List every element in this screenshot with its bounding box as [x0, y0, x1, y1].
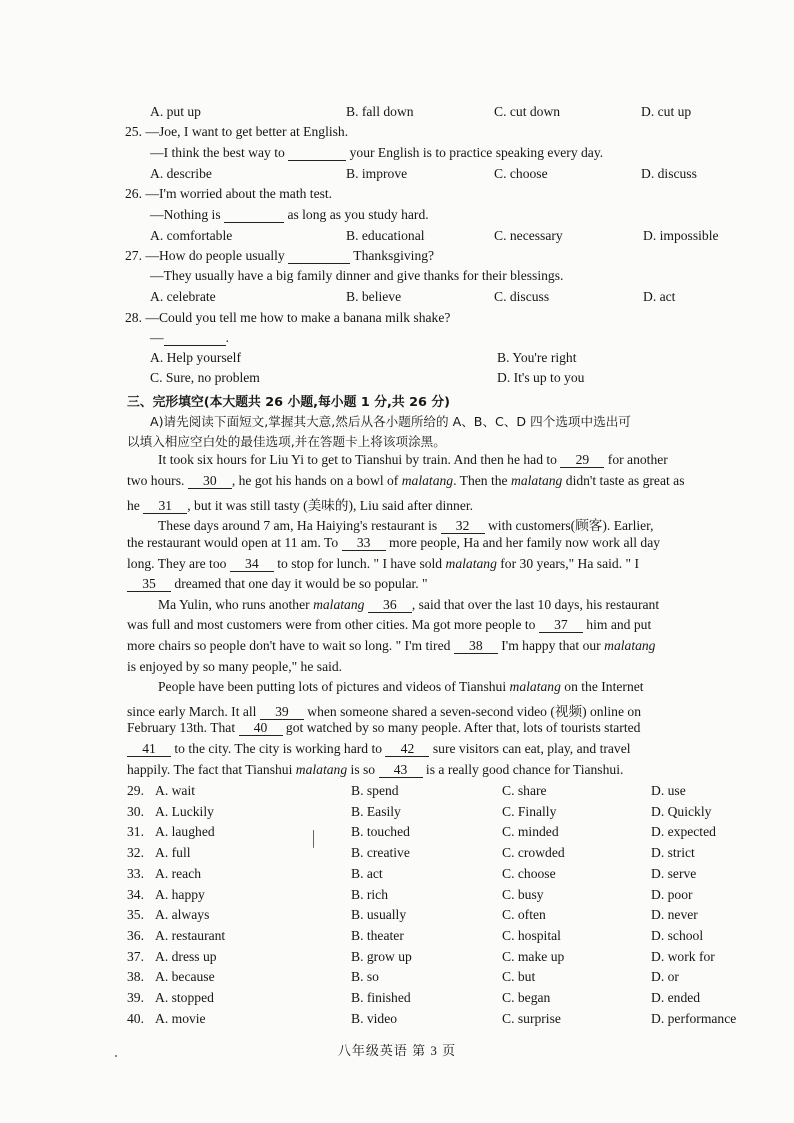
passage-text: didn't taste as great as [565, 473, 685, 488]
option-a: A. always [155, 907, 210, 923]
passage-text: for another [607, 452, 668, 467]
option-d: D. It's up to you [497, 370, 585, 385]
q28-options-row1 [0, 350, 794, 370]
q28-reply-end: . [225, 330, 229, 345]
passage-text: the restaurant would open at 11 am. To [127, 535, 339, 550]
answer-row [0, 845, 794, 865]
malatang-italic: malatang [511, 473, 563, 488]
q28-options-row2 [0, 370, 794, 390]
option-b: B. video [351, 1010, 398, 1026]
passage-text: to stop for lunch. " I have sold [277, 556, 443, 571]
option-a: A. celebrate [150, 289, 216, 304]
option-b: B. improve [346, 166, 408, 181]
passage-line [158, 452, 668, 468]
question-number: 31. [127, 824, 144, 840]
blank-43: 43 [379, 762, 423, 778]
option-d: D. or [651, 969, 679, 985]
option-d: D. expected [651, 824, 716, 840]
option-b: B. touched [351, 824, 410, 840]
malatang-italic: malatang [313, 597, 365, 612]
passage-text: is enjoyed by so many people," he said. [127, 659, 343, 674]
malatang-italic: malatang [604, 638, 656, 653]
option-d: D. strict [651, 845, 695, 861]
passage-line [127, 659, 342, 675]
option-b: B. Easily [351, 803, 401, 819]
question-number: 32. [127, 845, 144, 861]
passage-text: , said that over the last 10 days, his restaurant [411, 597, 660, 612]
passage-text: I'm happy that our [501, 638, 601, 653]
passage-text: People have been putting lots of pictures and videos of Tianshui [158, 679, 507, 694]
passage-text: him and put [586, 617, 652, 632]
option-d: D. discuss [641, 166, 697, 181]
option-c: C. Sure, no problem [150, 370, 260, 385]
option-c: C. crowded [502, 845, 565, 861]
question-number: 39. [127, 990, 144, 1005]
option-b: B. finished [351, 990, 411, 1005]
option-a: A. Help yourself [150, 350, 241, 365]
option-c: C. busy [502, 886, 544, 902]
option-c: C. began [502, 990, 551, 1005]
blank-30: 30 [188, 473, 232, 489]
malatang-italic: malatang [401, 473, 454, 488]
option-b: B. creative [351, 845, 410, 861]
answer-row [0, 804, 794, 824]
q25-reply-after: your English is to practice speaking every day. [349, 145, 604, 160]
option-d: D. never [651, 907, 698, 923]
passage-text: sure visitors can eat, play, and travel [432, 741, 631, 756]
option-c: C. choose [502, 865, 556, 881]
question-number: 40. [127, 1010, 144, 1026]
passage-text: when someone shared a seven-second video (视频) online on [307, 704, 641, 719]
passage-line [158, 679, 644, 695]
scan-mark [313, 830, 314, 848]
answer-row [0, 928, 794, 948]
passage-line [127, 556, 639, 572]
blank-29: 29 [560, 452, 604, 468]
q26-stem: 26. —I'm worried about the math test. [125, 186, 333, 201]
option-a: A. full [155, 845, 191, 861]
passage-text: on the Internet [564, 679, 644, 694]
q26-options [0, 228, 794, 248]
passage-text: with customers(顾客). Earlier, [487, 518, 654, 533]
option-c: C. hospital [502, 927, 561, 943]
passage-text: . Then the [453, 473, 508, 488]
passage-line [127, 638, 655, 654]
option-d: D. impossible [643, 228, 719, 243]
passage-text: Ma Yulin, who runs another [158, 597, 310, 612]
passage-text: he [127, 498, 140, 513]
option-a: A. describe [150, 166, 212, 181]
blank-37: 37 [539, 617, 583, 633]
blank-42: 42 [385, 741, 429, 757]
option-a: A. comfortable [150, 228, 233, 243]
option-b: B. spend [351, 783, 399, 798]
option-c: C. surprise [502, 1010, 561, 1026]
passage-text: more people, Ha and her family now work all day [389, 535, 661, 550]
option-c: C. Finally [502, 803, 557, 819]
option-a: A. reach [155, 865, 202, 881]
blank-36: 36 [368, 597, 412, 613]
q28-reply-prefix: — [150, 330, 164, 345]
q26-blank [224, 207, 284, 223]
passage-line [127, 617, 651, 633]
option-b: B. believe [346, 289, 402, 304]
passage-line [127, 720, 640, 736]
passage-text: , but it was still tasty (美味的), Liu said after dinner. [187, 498, 474, 513]
option-b: B. rich [351, 886, 388, 902]
option-d: D. poor [651, 886, 693, 902]
option-d: D. work for [651, 948, 715, 964]
option-a: A. dress up [155, 948, 217, 964]
passage-text: two hours. [127, 473, 185, 488]
blank-39: 39 [260, 704, 304, 720]
question-number: 33. [127, 865, 144, 881]
option-c: C. minded [502, 824, 559, 840]
passage-text: happily. The fact that Tianshui [127, 762, 293, 777]
q25-reply-before: —I think the best way to [150, 145, 285, 160]
option-c: C. make up [502, 948, 565, 964]
q26-reply-after: as long as you study hard. [287, 207, 429, 222]
option-b: B. act [351, 865, 383, 881]
option-a: A. put up [150, 104, 201, 119]
answer-row [0, 907, 794, 927]
option-d: D. performance [651, 1010, 737, 1026]
passage-text: It took six hours for Liu Yi to get to Tianshui by train. And then he had to [158, 452, 557, 467]
passage-text: to the city. The city is working hard to [174, 741, 383, 756]
option-d: D. ended [651, 990, 701, 1005]
passage-text: These days around 7 am, Ha Haiying's restaurant is [158, 518, 438, 533]
option-b: B. fall down [346, 104, 414, 119]
q28-stem: 28. —Could you tell me how to make a banana milk shake? [125, 310, 451, 325]
option-c: C. cut down [494, 104, 561, 119]
option-d: D. cut up [641, 104, 692, 119]
blank-41: 41 [127, 741, 171, 757]
option-c: C. necessary [494, 228, 563, 243]
passage-text: got watched by so many people. After that, lots of tourists started [285, 720, 641, 735]
option-b: B. You're right [497, 350, 577, 365]
question-number: 37. [127, 948, 144, 964]
option-d: D. use [651, 783, 686, 798]
question-number: 34. [127, 886, 144, 902]
option-a: A. restaurant [155, 927, 226, 943]
passage-text: long. They are too [127, 556, 227, 571]
option-a: A. wait [155, 783, 196, 798]
option-a: A. happy [155, 886, 205, 902]
answer-row [0, 783, 794, 803]
q24-options [0, 104, 794, 124]
answer-row [0, 866, 794, 886]
q25-options [0, 166, 794, 186]
answer-row [0, 887, 794, 907]
malatang-italic: malatang [445, 556, 497, 571]
option-d: D. act [643, 289, 676, 304]
blank-31: 31 [143, 498, 187, 514]
answer-row [0, 969, 794, 989]
q25-reply [150, 145, 603, 161]
q27-stem [125, 248, 434, 264]
q26-reply [150, 207, 429, 223]
q25-stem: 25. —Joe, I want to get better at English. [125, 124, 349, 139]
option-a: A. stopped [155, 990, 214, 1005]
blank-34: 34 [230, 556, 274, 572]
blank-35: 35 [127, 576, 171, 592]
q25-blank [288, 145, 346, 161]
section-instruction-1: A)请先阅读下面短文,掌握其大意,然后从各小题所给的 A、B、C、D 四个选项中选出可 [150, 414, 631, 429]
answer-row [0, 824, 794, 844]
option-b: B. educational [346, 228, 425, 243]
passage-text: February 13th. That [127, 720, 236, 735]
q26-reply-before: —Nothing is [150, 207, 221, 222]
option-b: B. usually [351, 907, 407, 923]
option-b: B. so [351, 969, 379, 985]
passage-line [158, 597, 659, 613]
option-a: A. movie [155, 1010, 206, 1026]
question-number: 36. [127, 927, 144, 943]
passage-line [127, 700, 641, 720]
page-footer: 八年级英语 第 3 页 [337, 1043, 457, 1058]
passage-text: is so [350, 762, 376, 777]
q27-stem-before: 27. —How do people usually [125, 248, 285, 263]
answer-row [0, 949, 794, 969]
section-title: 三、完形填空(本大题共 26 小题,每小题 1 分,共 26 分) [127, 395, 451, 410]
answer-row [0, 990, 794, 1010]
option-b: B. grow up [351, 948, 412, 964]
malatang-italic: malatang [295, 762, 348, 777]
malatang-italic: malatang [509, 679, 561, 694]
option-c: C. choose [494, 166, 548, 181]
option-c: C. but [502, 969, 536, 985]
option-c: C. share [502, 783, 547, 798]
question-number: 29. [127, 783, 144, 798]
question-number: 35. [127, 907, 144, 923]
option-a: A. because [155, 969, 215, 985]
passage-line [158, 514, 654, 534]
passage-line [127, 576, 428, 592]
section-instruction-2: 以填入相应空白处的最佳选项,并在答题卡上将该项涂黑。 [127, 434, 446, 449]
q27-reply: —They usually have a big family dinner and give thanks for their blessings. [150, 268, 564, 283]
question-number: 38. [127, 969, 144, 985]
passage-text: since early March. It all [127, 704, 257, 719]
blank-38: 38 [454, 638, 498, 654]
q27-stem-after: Thanksgiving? [353, 248, 435, 263]
q27-blank [288, 248, 350, 264]
blank-32: 32 [441, 518, 485, 534]
passage-line [127, 762, 623, 778]
passage-text: is a really good chance for Tianshui. [425, 762, 624, 777]
q28-reply [150, 330, 229, 346]
option-d: D. Quickly [651, 803, 712, 819]
option-d: D. school [651, 927, 704, 943]
answer-row [0, 1011, 794, 1031]
option-d: D. serve [651, 865, 697, 881]
question-number: 30. [127, 803, 144, 819]
option-b: B. theater [351, 927, 404, 943]
passage-text: dreamed that one day it would be so popular. " [174, 576, 428, 591]
option-c: C. discuss [494, 289, 550, 304]
blank-40: 40 [239, 720, 283, 736]
option-a: A. Luckily [155, 803, 214, 819]
option-c: C. often [502, 907, 546, 923]
q27-options [0, 289, 794, 309]
option-a: A. laughed [155, 824, 215, 840]
passage-line [127, 473, 684, 489]
passage-line [127, 535, 660, 551]
blank-33: 33 [342, 535, 386, 551]
passage-text: more chairs so people don't have to wait so long. " I'm tired [127, 638, 451, 653]
passage-text: was full and most customers were from other cities. Ma got more people to [127, 617, 536, 632]
passage-text: , he got his hands on a bowl of [231, 473, 399, 488]
q28-blank [164, 330, 226, 346]
passage-line [127, 494, 473, 514]
passage-line [127, 741, 631, 757]
passage-text: for 30 years," Ha said. " I [500, 556, 639, 571]
